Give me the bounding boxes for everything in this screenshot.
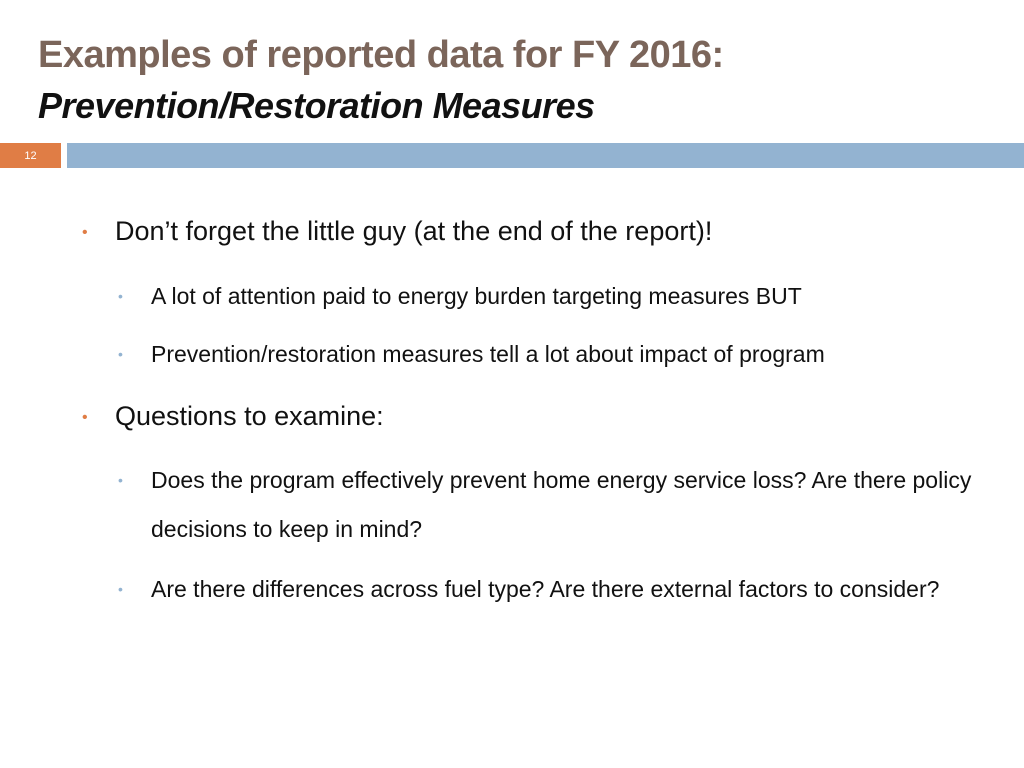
sub-bullet-text: A lot of attention paid to energy burden targeting measures BUT (151, 283, 802, 309)
sub-bullet-text: Prevention/restoration measures tell a lot about impact of program (151, 341, 825, 367)
slide-title (38, 30, 998, 132)
sub-bullet-item (118, 272, 1001, 321)
slide-number-badge (0, 143, 61, 168)
bullet-dot-icon: • (82, 409, 88, 426)
sub-bullet-text: Does the program effectively prevent home energy service loss? Are there policy decisions to keep in mind? (151, 467, 972, 542)
sub-bullet-item (118, 565, 1001, 614)
bullet-text: Don’t forget the little guy (at the end of the report)! (115, 216, 713, 246)
bullet-item (82, 401, 384, 432)
title-line-1: Examples of reported data for FY 2016: (38, 34, 724, 76)
bullet-dot-icon: • (118, 472, 123, 488)
header-divider-bar (67, 143, 1024, 168)
bullet-dot-icon: • (118, 288, 123, 304)
slide-number: 12 (24, 149, 37, 162)
sub-bullet-item (118, 330, 1001, 379)
sub-bullet-item (118, 456, 1001, 554)
sub-bullet-text: Are there differences across fuel type? Are there external factors to consider? (151, 576, 940, 602)
bullet-dot-icon: • (82, 224, 88, 241)
title-line-2: Prevention/Restoration Measures (38, 85, 595, 126)
bullet-item (82, 216, 712, 247)
bullet-text: Questions to examine: (115, 401, 384, 431)
bullet-dot-icon: • (118, 346, 123, 362)
bullet-dot-icon: • (118, 581, 123, 597)
